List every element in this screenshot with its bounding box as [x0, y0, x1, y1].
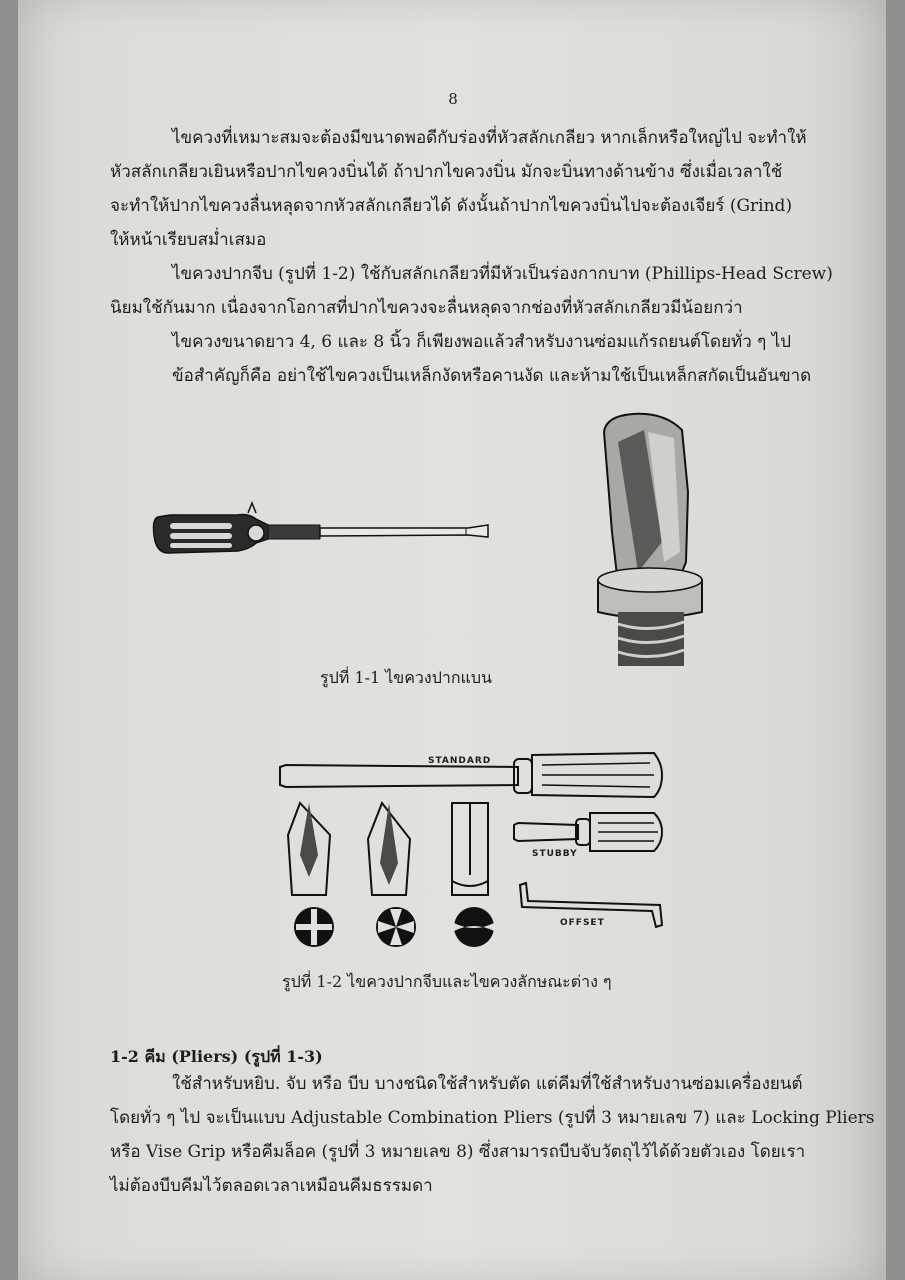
screwdriver-shaft-illustration — [320, 525, 488, 537]
section-heading-pliers: 1-2 คีม (Pliers) (รูปที่ 1-3) — [110, 1047, 323, 1066]
stubby-label: STUBBY — [532, 849, 578, 859]
text-line: ใช้สำหรับหยิบ. จับ หรือ บีบ บางชนิดใช้สำหรับตัด แต่คีมที่ใช้สำหรับงานซ่อมเครื่องยนต์ — [172, 1074, 803, 1094]
text-line: ให้หน้าเรียบสม่ำเสมอ — [110, 230, 267, 250]
figure-1-2-caption: รูปที่ 1-2 ไขควงปากจีบและไขควงลักษณะต่าง ๆ — [282, 972, 612, 991]
text-line: ไขควงขนาดยาว 4, 6 และ 8 นิ้ว ก็เพียงพอแล้วสำหรับงานซ่อมแก้รถยนต์โดยทั่ว ๆ ไป — [172, 332, 792, 352]
paragraph-phillips — [110, 257, 840, 325]
paragraph-sizes — [110, 325, 840, 393]
text-line: จะทำให้ปากไขควงลื่นหลุดจากหัวสลักเกลียวได้ ดังนั้นถ้าปากไขควงบิ่นไปจะต้องเจียร์ (Grind) — [110, 196, 793, 216]
tip-cross-sections — [294, 907, 494, 947]
paragraph-screwdriver-fit — [110, 121, 840, 257]
text-line: ข้อสำคัญก็คือ อย่าใช้ไขควงเป็นเหล็กงัดหรือคานงัด และห้ามใช้เป็นเหล็กสกัดเป็นอันขาด — [172, 366, 812, 386]
page-number: 8 — [448, 90, 458, 108]
screwdriver-handle-illustration — [154, 503, 321, 553]
text-line: ไม่ต้องบีบคีมไว้ตลอดเวลาเหมือนคีมธรรมดา — [110, 1176, 433, 1196]
text-line: นิยมใช้กันมาก เนื่องจากโอกาสที่ปากไขควงจะลื่นหลุดจากช่องที่หัวสลักเกลียวมีน้อยกว่า — [110, 298, 743, 318]
standard-screwdriver-illustration — [280, 753, 662, 797]
stubby-screwdriver-illustration — [514, 813, 662, 859]
standard-label: STANDARD — [428, 756, 492, 766]
book-page — [18, 0, 886, 1280]
text-line: หรือ Vise Grip หรือคีมล็อค (รูปที่ 3 หมายเลข 8) ซึ่งสามารถบีบจับวัตถุไว้ได้ด้วยตัวเอง โดยเรา — [110, 1142, 806, 1162]
text-line: ไขควงปากจีบ (รูปที่ 1-2) ใช้กับสลักเกลียวที่มีหัวเป็นร่องกากบาท (Phillips-Head Screw) — [172, 264, 833, 284]
figure-screwdriver-types — [278, 745, 678, 955]
paragraph-pliers — [110, 1067, 875, 1203]
text-line: หัวสลักเกลียวเยินหรือปากไขควงบิ่นได้ ถ้าปากไขควงบิ่น มักจะบิ่นทางด้านข้าง ซึ่งเมื่อเวลาใช้ — [110, 162, 783, 182]
text-line: โดยทั่ว ๆ ไป จะเป็นแบบ Adjustable Combination Pliers (รูปที่ 3 หมายเลข 7) และ Locking Pliers — [110, 1108, 875, 1128]
text-line: ไขควงที่เหมาะสมจะต้องมีขนาดพอดีกับร่องที่หัวสลักเกลียว หากเล็กหรือใหญ่ไป จะทำให้ — [172, 128, 807, 148]
figure-1-1-caption: รูปที่ 1-1 ไขควงปากแบน — [320, 668, 492, 687]
offset-screwdriver-illustration — [520, 883, 662, 928]
phillips-tip-illustrations — [288, 803, 488, 895]
offset-label: OFFSET — [560, 918, 605, 928]
figure-flat-screwdriver — [148, 495, 493, 565]
figure-flat-tip-closeup — [578, 412, 718, 670]
